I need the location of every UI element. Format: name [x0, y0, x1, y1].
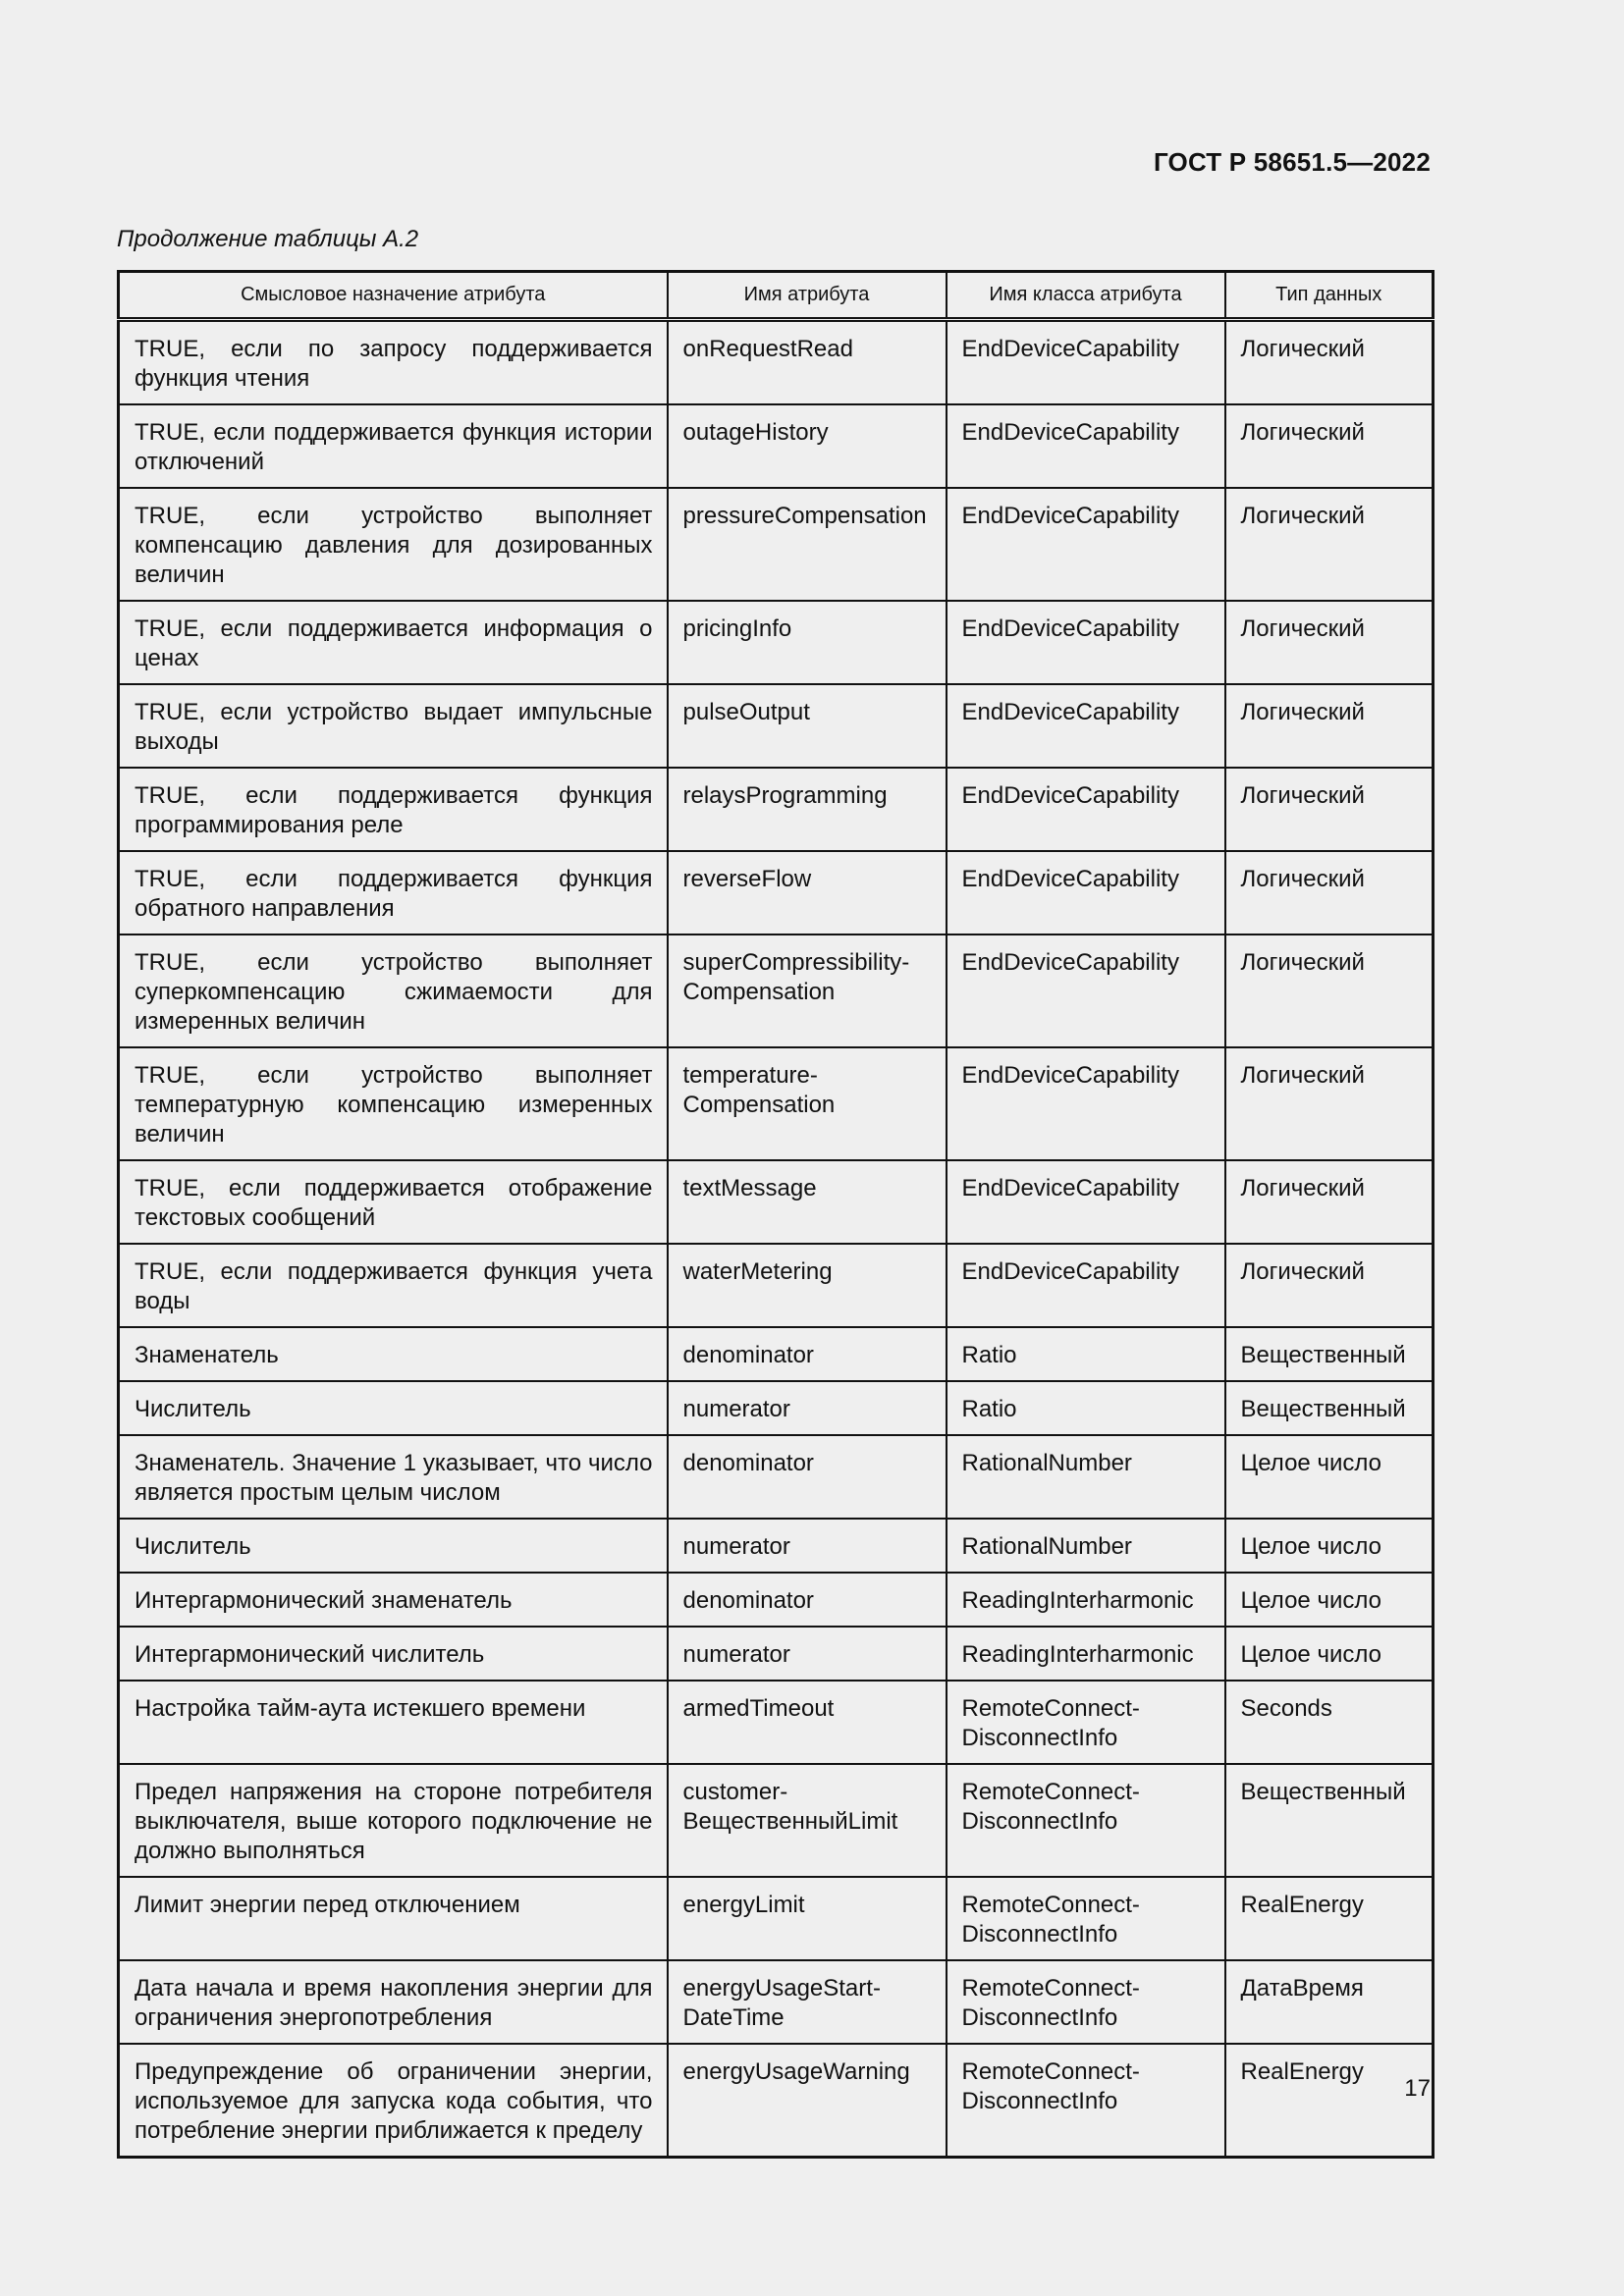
table-caption: Продолжение таблицы А.2	[117, 226, 419, 252]
cell-class-name: EndDeviceCapability	[947, 320, 1225, 405]
cell-purpose: TRUE, если поддерживается отображение текстовых сообщений	[119, 1160, 668, 1244]
cell-data-type: Логический	[1225, 684, 1434, 768]
cell-purpose: Интергармонический знаменатель	[119, 1573, 668, 1627]
cell-purpose: Дата начала и время накопления энергии для ограничения энергопотребления	[119, 1960, 668, 2044]
cell-purpose: TRUE, если по запросу поддерживается функция чтения	[119, 320, 668, 405]
cell-data-type: Целое число	[1225, 1627, 1434, 1681]
table-row	[119, 2044, 1434, 2158]
cell-data-type: Логический	[1225, 601, 1434, 684]
cell-purpose: TRUE, если поддерживается функция учета воды	[119, 1244, 668, 1327]
cell-attribute-name: onRequestRead	[668, 320, 947, 405]
cell-data-type: Логический	[1225, 320, 1434, 405]
cell-attribute-name: denominator	[668, 1435, 947, 1519]
cell-purpose: TRUE, если поддерживается функция истории отключений	[119, 404, 668, 488]
cell-attribute-name: numerator	[668, 1627, 947, 1681]
cell-attribute-name: energyUsageWarning	[668, 2044, 947, 2158]
table-row	[119, 684, 1434, 768]
table-header-row	[119, 272, 1434, 320]
cell-class-name: EndDeviceCapability	[947, 488, 1225, 601]
cell-purpose: TRUE, если устройство выдает импульсные выходы	[119, 684, 668, 768]
table-row	[119, 1435, 1434, 1519]
table-row	[119, 1327, 1434, 1381]
cell-class-name: ReadingInterharmonic	[947, 1627, 1225, 1681]
column-header-attribute-name: Имя атрибута	[668, 272, 947, 320]
cell-class-name: EndDeviceCapability	[947, 851, 1225, 934]
cell-attribute-name: temperature-Compensation	[668, 1047, 947, 1160]
cell-data-type: Логический	[1225, 934, 1434, 1047]
cell-attribute-name: pulseOutput	[668, 684, 947, 768]
document-standard-number: ГОСТ Р 58651.5—2022	[1153, 147, 1431, 177]
cell-data-type: Seconds	[1225, 1681, 1434, 1764]
table-row	[119, 768, 1434, 851]
cell-class-name: EndDeviceCapability	[947, 1244, 1225, 1327]
cell-data-type: RealEnergy	[1225, 1877, 1434, 1960]
table-row	[119, 1047, 1434, 1160]
cell-class-name: EndDeviceCapability	[947, 404, 1225, 488]
cell-data-type: Целое число	[1225, 1519, 1434, 1573]
attribute-table	[117, 270, 1435, 2159]
table-row	[119, 1519, 1434, 1573]
column-header-class-name: Имя класса атрибута	[947, 272, 1225, 320]
cell-purpose: Знаменатель. Значение 1 указывает, что число является простым целым числом	[119, 1435, 668, 1519]
cell-attribute-name: numerator	[668, 1381, 947, 1435]
cell-class-name: RemoteConnect-DisconnectInfo	[947, 1877, 1225, 1960]
cell-attribute-name: pricingInfo	[668, 601, 947, 684]
cell-class-name: EndDeviceCapability	[947, 768, 1225, 851]
cell-data-type: Целое число	[1225, 1435, 1434, 1519]
cell-data-type: Логический	[1225, 404, 1434, 488]
cell-class-name: RationalNumber	[947, 1519, 1225, 1573]
cell-attribute-name: pressureCompensation	[668, 488, 947, 601]
cell-attribute-name: numerator	[668, 1519, 947, 1573]
cell-class-name: EndDeviceCapability	[947, 1160, 1225, 1244]
table-row	[119, 1960, 1434, 2044]
cell-purpose: Настройка тайм-аута истекшего времени	[119, 1681, 668, 1764]
cell-purpose: Лимит энергии перед отключением	[119, 1877, 668, 1960]
cell-data-type: Вещественный	[1225, 1381, 1434, 1435]
column-header-purpose: Смысловое назначение атрибута	[119, 272, 668, 320]
cell-class-name: RemoteConnect-DisconnectInfo	[947, 1960, 1225, 2044]
cell-data-type: Логический	[1225, 768, 1434, 851]
cell-class-name: Ratio	[947, 1381, 1225, 1435]
cell-class-name: RemoteConnect-DisconnectInfo	[947, 1764, 1225, 1877]
cell-class-name: RationalNumber	[947, 1435, 1225, 1519]
cell-attribute-name: denominator	[668, 1327, 947, 1381]
table-row	[119, 1573, 1434, 1627]
cell-class-name: EndDeviceCapability	[947, 684, 1225, 768]
cell-class-name: ReadingInterharmonic	[947, 1573, 1225, 1627]
table-row	[119, 1160, 1434, 1244]
table-row	[119, 1681, 1434, 1764]
cell-purpose: TRUE, если поддерживается функция программирования реле	[119, 768, 668, 851]
cell-data-type: Логический	[1225, 851, 1434, 934]
cell-data-type: RealEnergy	[1225, 2044, 1434, 2158]
cell-purpose: TRUE, если устройство выполняет температурную компенсацию измеренных величин	[119, 1047, 668, 1160]
table-row	[119, 1764, 1434, 1877]
cell-purpose: TRUE, если поддерживается информация о ценах	[119, 601, 668, 684]
cell-data-type: Логический	[1225, 488, 1434, 601]
cell-data-type: ДатаВремя	[1225, 1960, 1434, 2044]
cell-attribute-name: waterMetering	[668, 1244, 947, 1327]
cell-class-name: EndDeviceCapability	[947, 601, 1225, 684]
table-row	[119, 488, 1434, 601]
cell-attribute-name: armedTimeout	[668, 1681, 947, 1764]
table-row	[119, 404, 1434, 488]
cell-purpose: TRUE, если устройство выполняет компенсацию давления для дозированных величин	[119, 488, 668, 601]
cell-purpose: Числитель	[119, 1381, 668, 1435]
column-header-data-type: Тип данных	[1225, 272, 1434, 320]
cell-attribute-name: relaysProgramming	[668, 768, 947, 851]
cell-purpose: Предупреждение об ограничении энергии, используемое для запуска кода события, что потребление энергии приближается к пределу	[119, 2044, 668, 2158]
cell-attribute-name: reverseFlow	[668, 851, 947, 934]
cell-class-name: RemoteConnect-DisconnectInfo	[947, 1681, 1225, 1764]
cell-attribute-name: denominator	[668, 1573, 947, 1627]
cell-class-name: Ratio	[947, 1327, 1225, 1381]
cell-data-type: Логический	[1225, 1160, 1434, 1244]
cell-class-name: RemoteConnect-DisconnectInfo	[947, 2044, 1225, 2158]
table-row	[119, 1877, 1434, 1960]
cell-attribute-name: superCompressibility-Compensation	[668, 934, 947, 1047]
cell-purpose: Предел напряжения на стороне потребителя выключателя, выше которого подключение не должно выполняться	[119, 1764, 668, 1877]
table-row	[119, 1627, 1434, 1681]
cell-purpose: TRUE, если устройство выполняет суперкомпенсацию сжимаемости для измеренных величин	[119, 934, 668, 1047]
cell-class-name: EndDeviceCapability	[947, 934, 1225, 1047]
cell-data-type: Вещественный	[1225, 1327, 1434, 1381]
cell-attribute-name: outageHistory	[668, 404, 947, 488]
table-row	[119, 851, 1434, 934]
cell-class-name: EndDeviceCapability	[947, 1047, 1225, 1160]
cell-data-type: Целое число	[1225, 1573, 1434, 1627]
cell-attribute-name: textMessage	[668, 1160, 947, 1244]
page-number: 17	[1404, 2075, 1431, 2102]
table-row	[119, 934, 1434, 1047]
table-body	[119, 320, 1434, 2158]
cell-purpose: TRUE, если поддерживается функция обратного направления	[119, 851, 668, 934]
cell-attribute-name: energyLimit	[668, 1877, 947, 1960]
table-row	[119, 320, 1434, 405]
table-row	[119, 1244, 1434, 1327]
cell-purpose: Числитель	[119, 1519, 668, 1573]
table-row	[119, 601, 1434, 684]
cell-purpose: Знаменатель	[119, 1327, 668, 1381]
table-row	[119, 1381, 1434, 1435]
cell-data-type: Вещественный	[1225, 1764, 1434, 1877]
cell-attribute-name: customer-ВещественныйLimit	[668, 1764, 947, 1877]
cell-data-type: Логический	[1225, 1047, 1434, 1160]
cell-purpose: Интергармонический числитель	[119, 1627, 668, 1681]
cell-data-type: Логический	[1225, 1244, 1434, 1327]
cell-attribute-name: energyUsageStart-DateTime	[668, 1960, 947, 2044]
